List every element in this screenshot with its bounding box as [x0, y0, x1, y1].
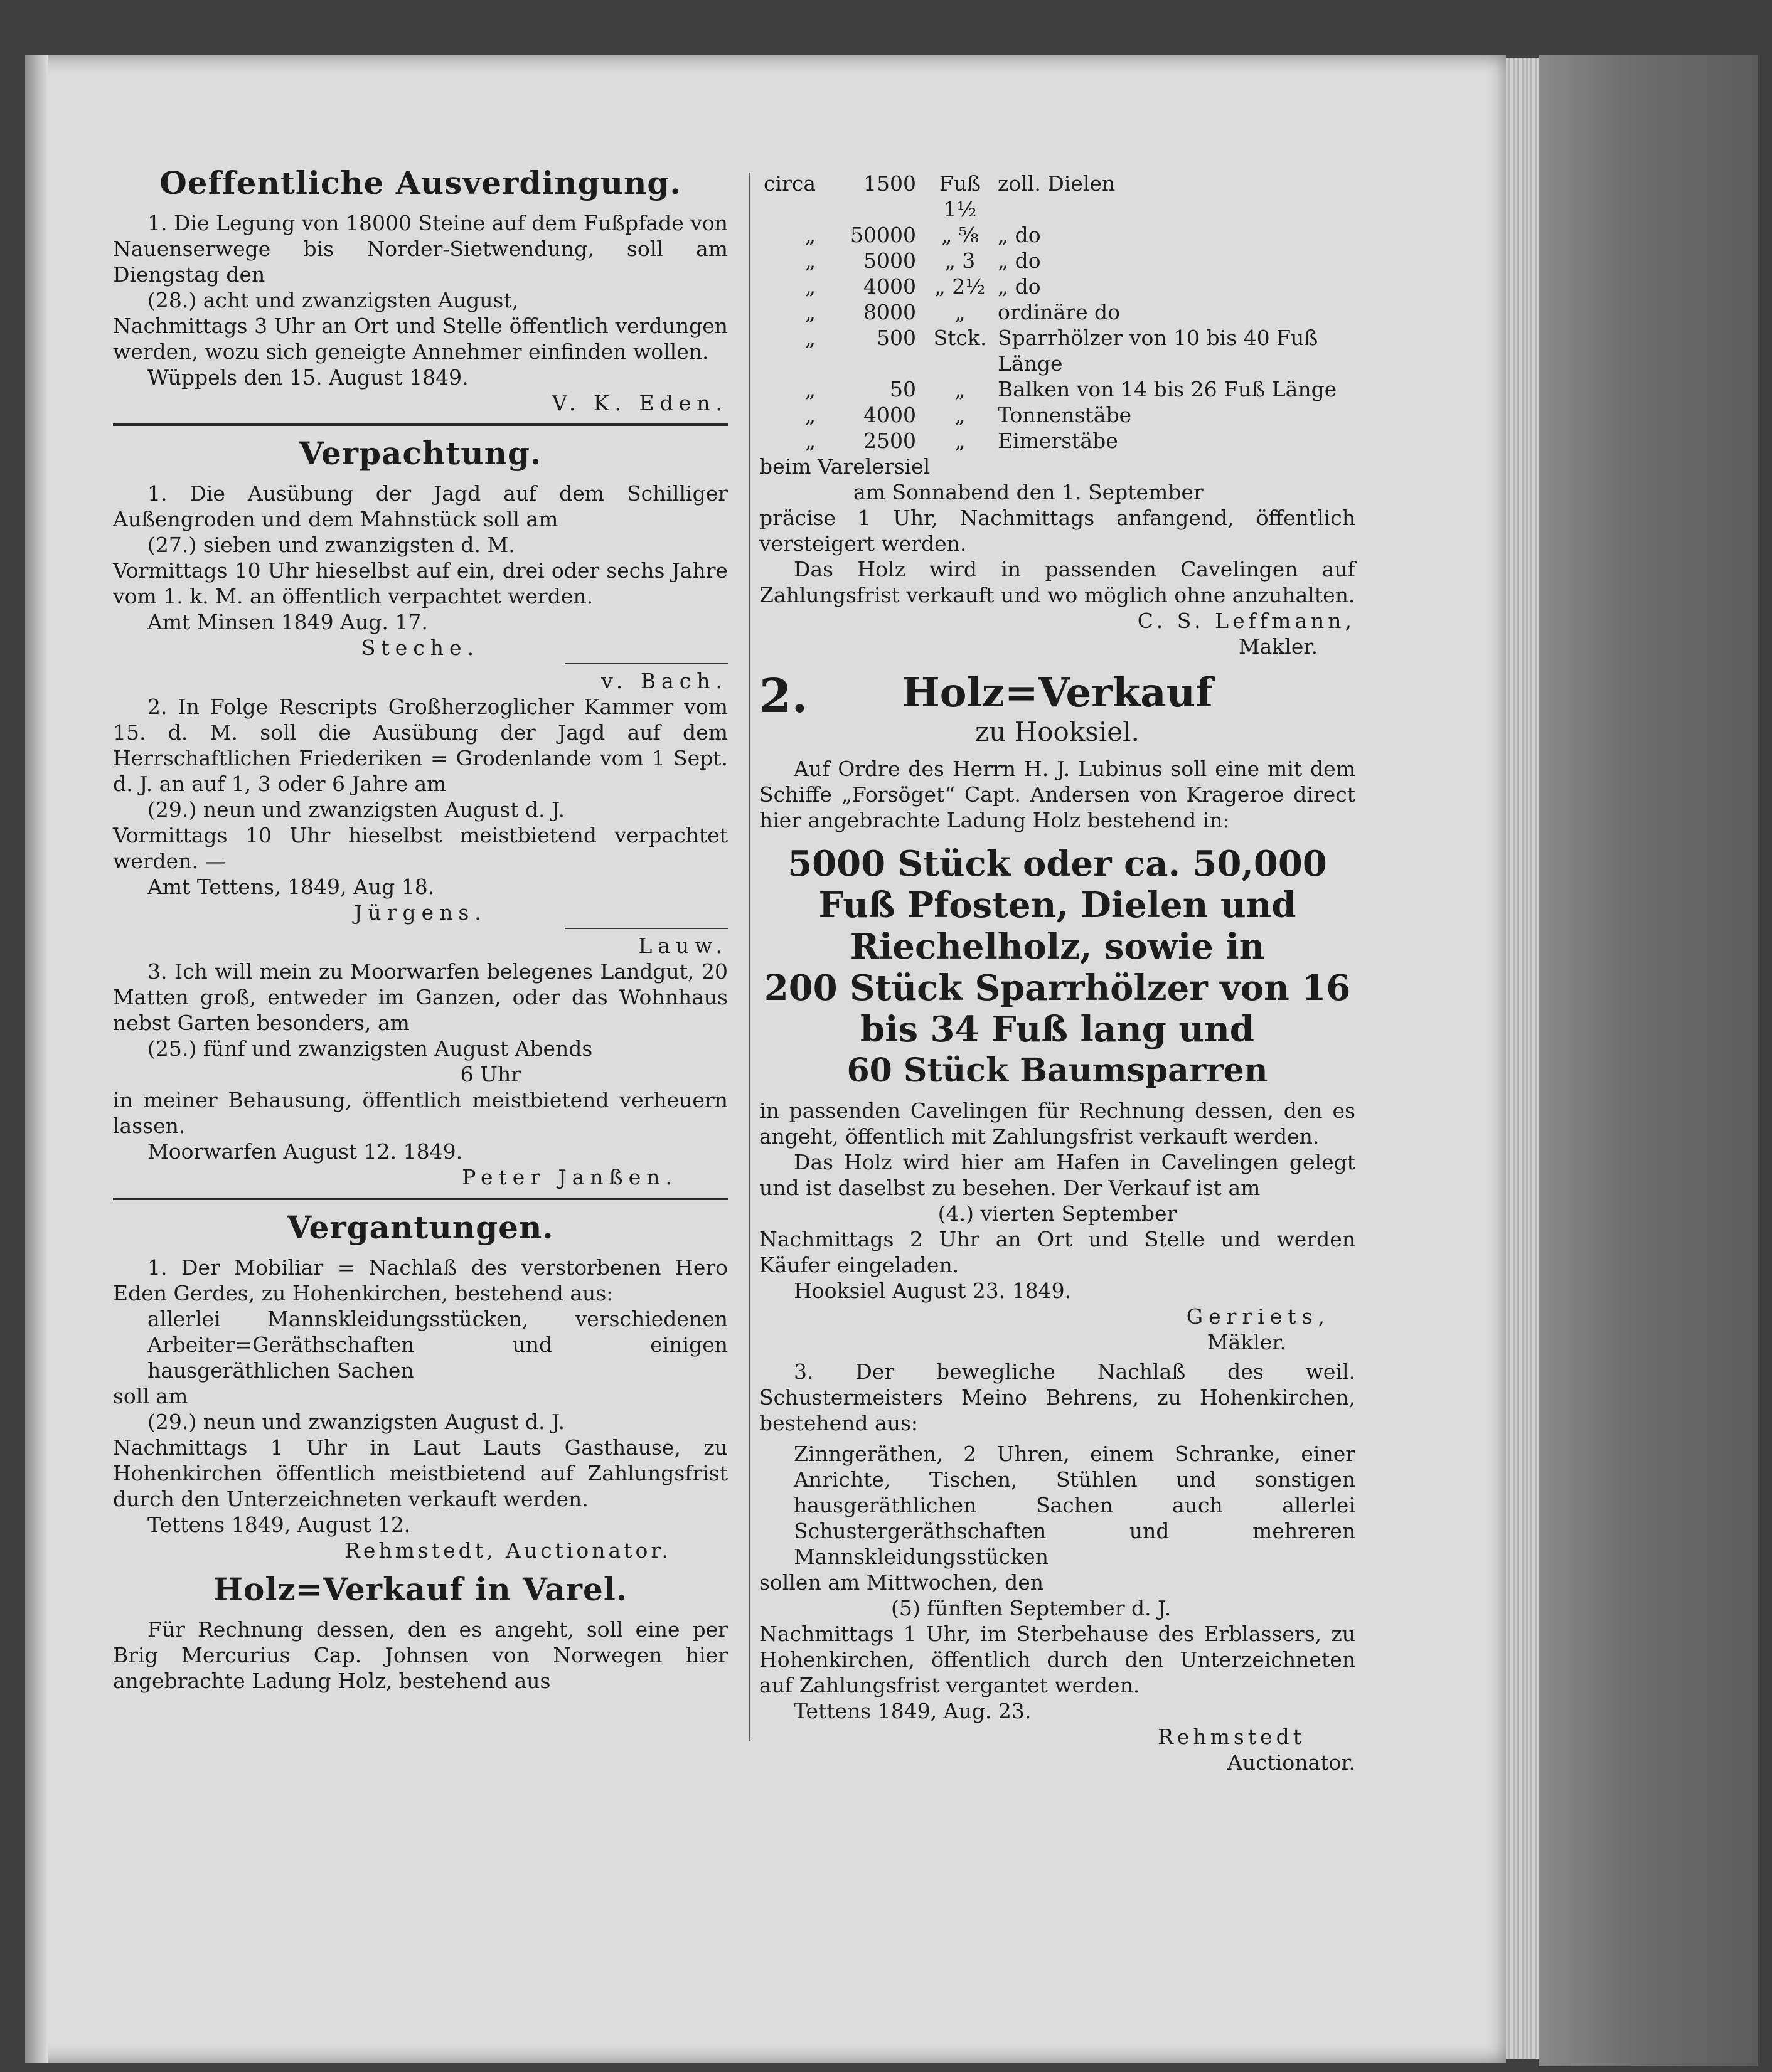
wood-desc: zoll. Dielen: [998, 171, 1116, 196]
wood-prefix: „: [804, 377, 816, 401]
wood-prefix: „: [804, 274, 816, 299]
wood-desc: „ do: [998, 223, 1041, 247]
wood-qty: 4000: [863, 403, 916, 427]
notice-body: 3. Der bewegliche Nachlaß des weil. Schustermeisters Meino Behrens, zu Hohenkirchen, bestehend aus:: [759, 1359, 1355, 1435]
notice-body: präcise 1 Uhr, Nachmittags anfangend, öffentlich versteigert werden.: [759, 506, 1355, 556]
wood-row: [759, 428, 1355, 454]
wood-qty: 2500: [863, 428, 916, 453]
section-subheading: zu Hooksiel.: [975, 716, 1140, 747]
wood-table: [759, 171, 1355, 454]
wood-unit: Fuß 1½: [939, 171, 981, 221]
notice-body: 1. Der Mobiliar = Nachlaß des verstorbenen Hero Eden Gerdes, zu Hohenkirchen, bestehend aus:: [113, 1255, 728, 1305]
notice-signature: Lauw.: [638, 933, 728, 958]
notice-number: 2.: [759, 669, 808, 723]
section-heading: Verpachtung.: [299, 435, 542, 472]
wood-unit: „ 3: [944, 248, 976, 273]
wood-unit: „: [954, 428, 966, 453]
wood-prefix: „: [804, 326, 816, 350]
lot-description: 60 Stück Baumsparren: [846, 1051, 1268, 1090]
notice-body: in passenden Cavelingen für Rechnung dessen, den es angeht, öffentlich mit Zahlungsfrist verkauft werden.: [759, 1098, 1355, 1149]
notice-date: (29.) neun und zwanzigsten August d. J.: [147, 797, 565, 822]
notice-body: Vormittags 10 Uhr hieselbst meistbietend verpachtet werden. —: [113, 823, 728, 873]
wood-row: [759, 222, 1355, 248]
notice-body: Auf Ordre des Herrn H. J. Lubinus soll eine mit dem Schiffe „Forsöget“ Capt. Andersen von Krageroe direct hier angebrachte Ladung Holz bestehend in:: [759, 757, 1355, 832]
wood-unit: „ ⅝: [941, 223, 979, 247]
wood-qty: 8000: [863, 300, 916, 324]
wood-prefix: „: [804, 248, 816, 273]
notice-place: Tettens 1849, Aug. 23.: [794, 1699, 1032, 1723]
notice-signature: C. S. Leffmann,: [1137, 608, 1355, 633]
notice-body: Das Holz wird in passenden Cavelingen auf Zahlungsfrist verkauft und wo möglich ohne anzuhalten.: [759, 557, 1355, 607]
left-column: [113, 157, 728, 1694]
notice-nachlass-behrens: [759, 1359, 1355, 1775]
wood-prefix: circa: [764, 171, 816, 196]
wood-desc: Eimerstäbe: [998, 428, 1118, 453]
notice-date: (5) fünften September d. J.: [891, 1596, 1172, 1620]
notice-date: (27.) sieben und zwanzigsten d. M.: [147, 533, 515, 557]
notice-date: (25.) fünf und zwanzigsten August Abends: [147, 1036, 593, 1061]
notice-body: Nachmittags 1 Uhr, im Sterbehause des Erblassers, zu Hohenkirchen, öffentlich durch den Unterzeichneten auf Zahlungsfrist vergantet werden.: [759, 1622, 1355, 1697]
signature-rule: [565, 663, 728, 664]
notice-signature: Steche.: [361, 635, 480, 660]
book-binding: [1539, 55, 1758, 2066]
notice-body: Nachmittags 2 Uhr an Ort und Stelle und werden Käufer eingeladen.: [759, 1227, 1355, 1277]
notice-location: beim Varelersiel: [759, 454, 931, 479]
notice-signature: v. Bach.: [601, 669, 728, 693]
signature-rule: [565, 928, 728, 929]
section-rule: [113, 1198, 728, 1200]
wood-unit: „ 2½: [934, 274, 986, 299]
notice-holz-verkauf-varel: [113, 1571, 728, 1694]
notice-verpachtung: [113, 435, 728, 1190]
section-rule: [113, 423, 728, 426]
section-heading: Oeffentliche Ausverdingung.: [159, 164, 681, 201]
wood-row: [759, 376, 1355, 402]
notice-place: Hooksiel August 23. 1849.: [794, 1278, 1072, 1303]
notice-place: Wüppels den 15. August 1849.: [147, 365, 469, 390]
notice-body: Das Holz wird hier am Hafen in Cavelingen gelegt und ist daselbst zu besehen. Der Verkauf ist am: [759, 1150, 1355, 1200]
wood-qty: 4000: [863, 274, 916, 299]
wood-prefix: „: [804, 300, 816, 324]
notice-date: (28.) acht und zwanzigsten August,: [147, 288, 519, 312]
wood-qty: 5000: [863, 248, 916, 273]
notice-signature: Peter Janßen.: [462, 1165, 678, 1189]
notice-holz-verkauf-hooksiel: [759, 669, 1355, 1355]
section-heading: Holz=Verkauf: [902, 669, 1213, 716]
notice-date: (4.) vierten September: [937, 1201, 1177, 1226]
wood-qty: 50000: [850, 223, 916, 247]
notice-body: 1. Die Legung von 18000 Steine auf dem Fußpfade von Nauenserwege bis Norder-Sietwendung, soll am Diengstag den: [113, 211, 728, 287]
wood-row: [759, 274, 1355, 299]
notice-body: Nachmittags 1 Uhr in Laut Lauts Gasthause, zu Hohenkirchen öffentlich meistbietend auf Zahlungsfrist durch den Unterzeichneten verkauft werden.: [113, 1435, 728, 1511]
wood-row: [759, 325, 1355, 376]
wood-unit: „: [954, 403, 966, 427]
notice-list: allerlei Mannskleidungsstücken, verschiedenen Arbeiter=Geräthschaften und einigen hausgeräthlichen Sachen: [147, 1307, 728, 1383]
notice-place: Amt Tettens, 1849, Aug 18.: [147, 874, 435, 899]
wood-row: [759, 248, 1355, 274]
notice-body: 3. Ich will mein zu Moorwarfen belegenes Landgut, 20 Matten groß, entweder im Ganzen, oder das Wohnhaus nebst Garten besonders, am: [113, 959, 728, 1035]
notice-date: am Sonnabend den 1. September: [853, 480, 1204, 504]
notice-signature: Mäkler.: [1207, 1330, 1286, 1354]
wood-unit: „: [954, 377, 966, 401]
notice-body: Vormittags 10 Uhr hieselbst auf ein, drei oder sechs Jahre vom 1. k. M. an öffentlich verpachtet werden.: [113, 558, 728, 608]
right-column: [759, 171, 1355, 1775]
wood-desc: Tonnenstäbe: [998, 403, 1132, 427]
lot-description: 5000 Stück oder ca. 50,000 Fuß Pfosten, Dielen und Riechelholz, sowie in: [787, 843, 1327, 967]
wood-desc: „ do: [998, 274, 1041, 299]
notice-signature: Makler.: [1238, 634, 1318, 659]
wood-qty: 1500: [863, 171, 916, 196]
notice-date: (29.) neun und zwanzigsten August d. J.: [147, 1410, 565, 1434]
wood-prefix: „: [804, 223, 816, 247]
notice-body: 2. In Folge Rescripts Großherzoglicher Kammer vom 15. d. M. soll die Ausübung der Jagd auf dem Herrschaftlichen Friederiken = Grodenlande vom 1 Sept. d. J. an auf 1, 3 oder 6 Jahre am: [113, 694, 728, 796]
notice-list: Zinngeräthen, 2 Uhren, einem Schranke, einer Anrichte, Tischen, Stühlen und sonstigen hausgeräthlichen Sachen auch allerlei Schustergeräthschaften und mehreren Mannskleidungsstücken: [794, 1442, 1355, 1569]
notice-ausverdingung: [113, 164, 728, 416]
notice-signature: Auctionator.: [1227, 1750, 1355, 1775]
wood-desc: Balken von 14 bis 26 Fuß Länge: [998, 377, 1337, 401]
notice-place: Moorwarfen August 12. 1849.: [147, 1139, 463, 1164]
notice-body: Für Rechnung dessen, den es angeht, soll eine per Brig Mercurius Cap. Johnsen von Norwegen hier angebrachte Ladung Holz, bestehend aus: [113, 1617, 728, 1693]
notice-vergantungen: [113, 1209, 728, 1563]
wood-qty: 50: [890, 377, 916, 401]
notice-signature: Rehmstedt, Auctionator.: [344, 1538, 671, 1563]
section-heading: Vergantungen.: [287, 1209, 554, 1246]
wood-desc: Sparrhölzer von 10 bis 40 Fuß Länge: [998, 326, 1318, 376]
wood-qty: 500: [877, 326, 916, 350]
wood-row: [759, 402, 1355, 428]
notice-body: 1. Die Ausübung der Jagd auf dem Schilliger Außengroden und dem Mahnstück soll am: [113, 481, 728, 531]
notice-signature: Gerriets,: [1186, 1304, 1330, 1329]
wood-prefix: „: [804, 428, 816, 453]
wood-desc: ordinäre do: [998, 300, 1121, 324]
wood-prefix: „: [804, 403, 816, 427]
notice-signature: Rehmstedt: [1157, 1724, 1305, 1749]
notice-signature: V. K. Eden.: [552, 391, 728, 415]
notice-signature: Jürgens.: [354, 900, 487, 925]
column-divider: [749, 173, 750, 1741]
notice-body: sollen am Mittwochen, den: [759, 1570, 1044, 1595]
notice-body: Nachmittags 3 Uhr an Ort und Stelle öffentlich verdungen werden, wozu sich geneigte Annehmer einfinden wollen.: [113, 314, 728, 364]
notice-place: Amt Minsen 1849 Aug. 17.: [147, 610, 428, 634]
wood-unit: „: [954, 300, 966, 324]
page-gutter: [25, 55, 48, 2063]
wood-row: [759, 299, 1355, 325]
wood-row: [759, 171, 1355, 222]
lot-description: 200 Stück Sparrhölzer von 16 bis 34 Fuß lang und: [764, 967, 1351, 1050]
wood-unit: Stck.: [933, 326, 987, 350]
notice-time: 6 Uhr: [460, 1062, 521, 1086]
notice-place: Tettens 1849, August 12.: [147, 1512, 411, 1537]
notice-body: soll am: [113, 1384, 188, 1408]
section-heading: Holz=Verkauf in Varel.: [213, 1571, 628, 1608]
wood-desc: „ do: [998, 248, 1041, 273]
notice-body: in meiner Behausung, öffentlich meistbietend verheuern lassen.: [113, 1088, 728, 1138]
